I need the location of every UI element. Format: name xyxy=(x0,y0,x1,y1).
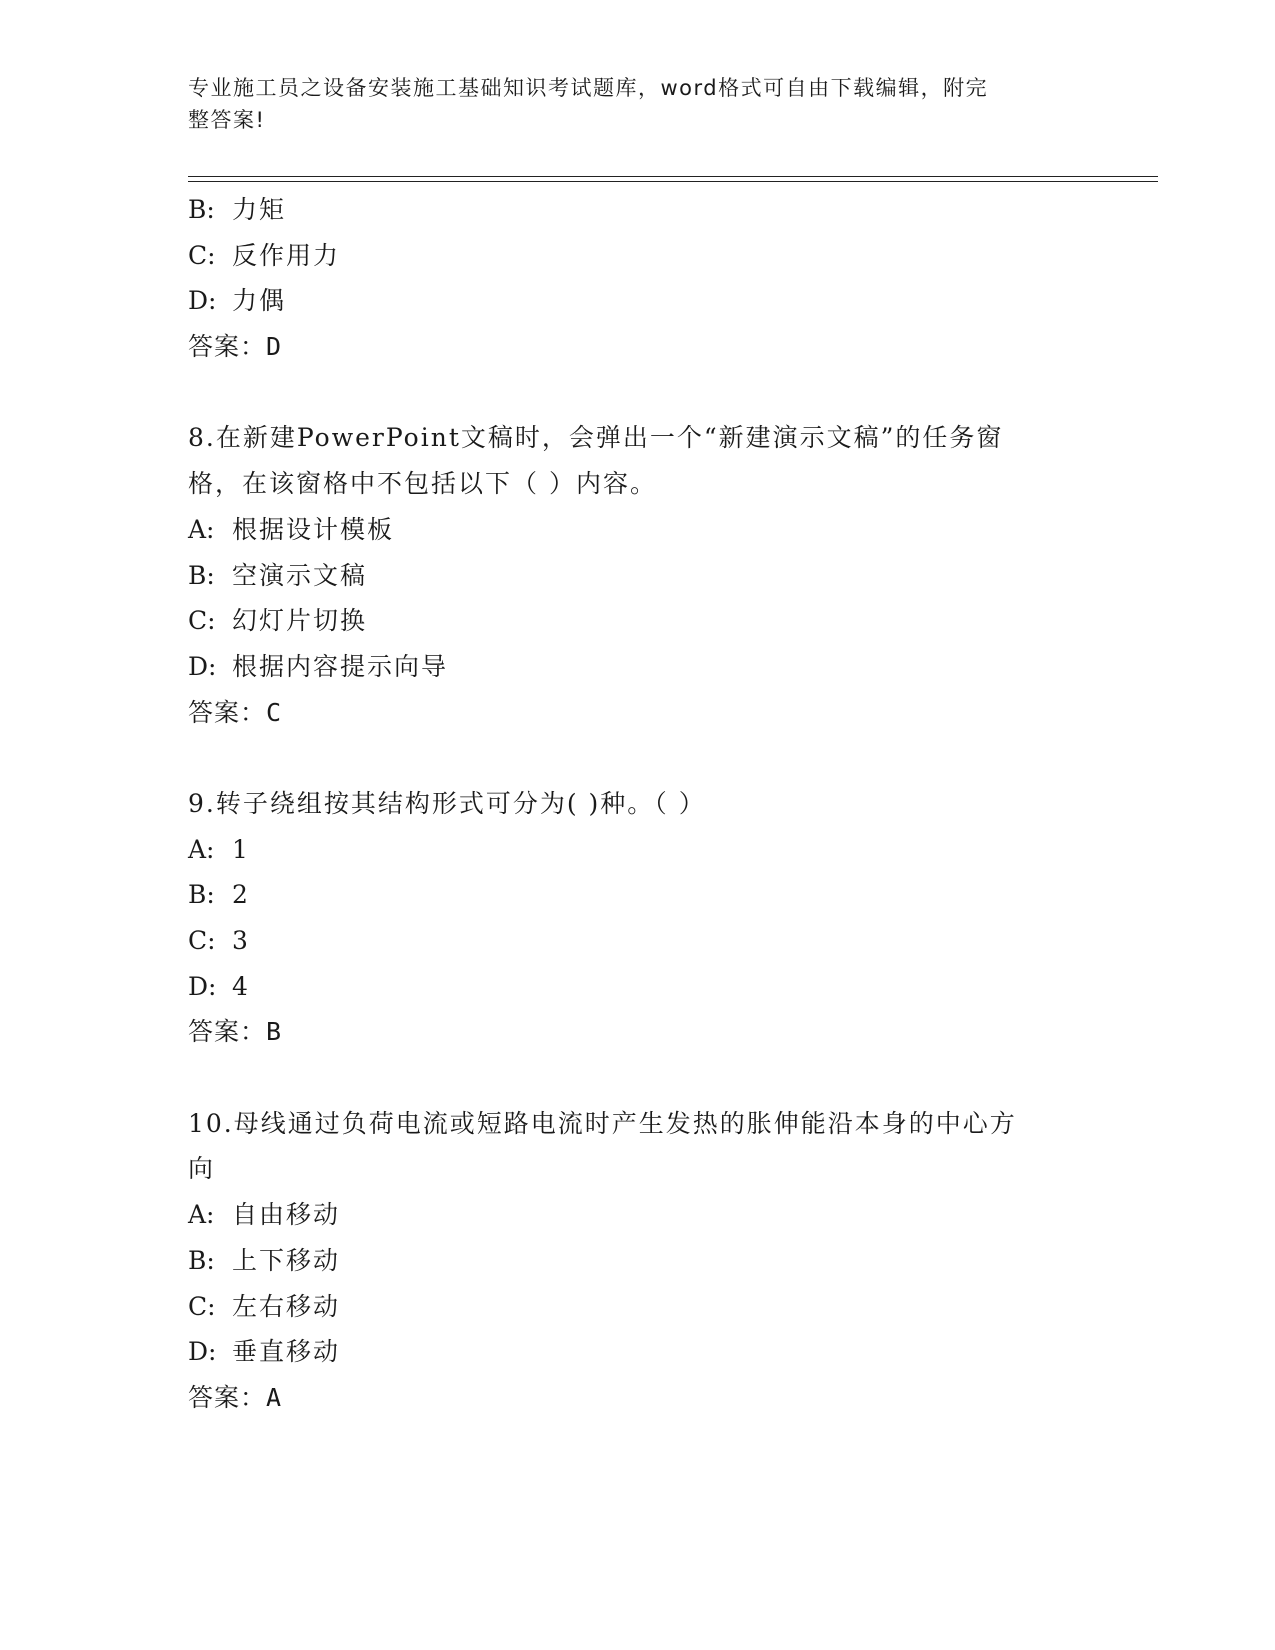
option-c xyxy=(188,233,1088,279)
question-list xyxy=(188,187,1088,1421)
question-8 xyxy=(188,415,1088,735)
answer-value: A xyxy=(266,1382,283,1412)
question-10 xyxy=(188,1101,1088,1421)
option-letter: B: xyxy=(188,560,215,590)
option-text: 力矩 xyxy=(232,195,287,224)
option-c xyxy=(188,598,1088,644)
option-text: 4 xyxy=(232,971,250,1001)
header-line-2: 整答案! xyxy=(188,108,266,132)
option-letter: D: xyxy=(188,651,217,681)
answer-line xyxy=(188,1375,1088,1421)
option-letter: A: xyxy=(188,514,215,544)
option-text: 左右移动 xyxy=(232,1291,341,1321)
question-text-line-1: 8.在新建PowerPoint文稿时，会弹出一个“新建演示文稿”的任务窗 xyxy=(188,423,1004,453)
header-line-1: 专业施工员之设备安装施工基础知识考试题库，word格式可自由下载编辑，附完 xyxy=(188,76,989,100)
option-letter: C: xyxy=(188,926,216,955)
option-text: 2 xyxy=(232,880,250,910)
option-a xyxy=(188,1192,1088,1238)
header-rule-top xyxy=(188,176,1158,177)
option-b xyxy=(188,1238,1088,1284)
option-letter: D: xyxy=(188,971,217,1001)
question-prev xyxy=(188,187,1088,370)
option-letter: D: xyxy=(188,1337,217,1367)
option-c xyxy=(188,918,1088,964)
option-d xyxy=(188,1329,1088,1375)
answer-line xyxy=(188,1009,1088,1055)
option-text: 3 xyxy=(232,926,250,955)
option-text: 1 xyxy=(232,834,250,864)
question-text-line-2: 向 xyxy=(188,1154,216,1184)
answer-label: 答案： xyxy=(188,332,267,362)
question-9 xyxy=(188,781,1088,1055)
answer-value: D xyxy=(266,332,283,362)
option-b xyxy=(188,187,1088,233)
header-rule-bottom xyxy=(188,181,1158,182)
answer-value: B xyxy=(266,1017,283,1047)
option-letter: B: xyxy=(188,195,215,224)
answer-label: 答案： xyxy=(188,697,267,727)
option-text: 根据设计模板 xyxy=(232,514,395,544)
option-letter: D: xyxy=(188,286,217,316)
option-letter: B: xyxy=(188,1245,215,1275)
question-text-line-1: 9.转子绕组按其结构形式可分为( )种。（ ） xyxy=(188,788,706,818)
option-letter: A: xyxy=(188,834,215,864)
answer-line xyxy=(188,690,1088,736)
option-letter: C: xyxy=(188,1291,216,1321)
option-letter: B: xyxy=(188,880,215,910)
answer-value: C xyxy=(266,697,283,727)
question-text-line-2: 格，在该窗格中不包括以下（ ）内容。 xyxy=(188,469,657,499)
option-letter: C: xyxy=(188,606,216,636)
option-letter: A: xyxy=(188,1200,215,1230)
option-text: 垂直移动 xyxy=(232,1337,341,1367)
option-d xyxy=(188,644,1088,690)
option-text: 幻灯片切换 xyxy=(232,606,368,636)
option-text: 上下移动 xyxy=(232,1245,341,1275)
answer-label: 答案： xyxy=(188,1382,267,1412)
option-b xyxy=(188,872,1088,918)
question-text-line-1: 10.母线通过负荷电流或短路电流时产生发热的胀伸能沿本身的中心方 xyxy=(188,1108,1017,1138)
option-text: 力偶 xyxy=(232,286,287,316)
option-letter: C: xyxy=(188,240,216,270)
option-d xyxy=(188,278,1088,324)
option-b xyxy=(188,553,1088,599)
answer-line xyxy=(188,324,1088,370)
option-text: 根据内容提示向导 xyxy=(232,651,449,681)
option-a xyxy=(188,827,1088,873)
option-a xyxy=(188,507,1088,553)
option-text: 自由移动 xyxy=(232,1200,341,1230)
answer-label: 答案： xyxy=(188,1017,267,1047)
option-c xyxy=(188,1284,1088,1330)
option-text: 反作用力 xyxy=(232,240,341,270)
option-text: 空演示文稿 xyxy=(232,560,368,590)
option-d xyxy=(188,964,1088,1010)
document-header xyxy=(188,72,1088,136)
